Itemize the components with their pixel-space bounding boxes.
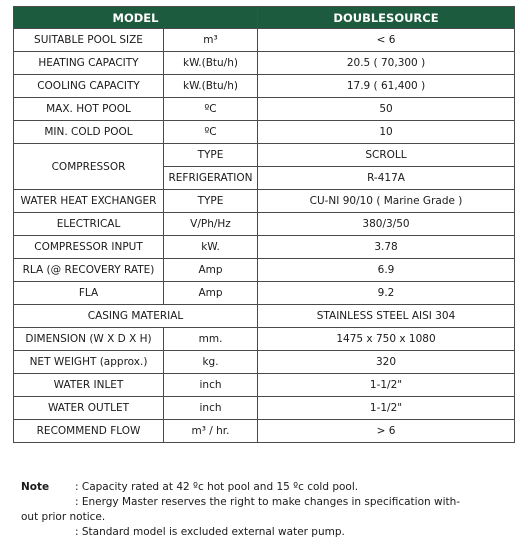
row-label: MIN. COLD POOL: [14, 121, 164, 144]
table-row: [14, 98, 515, 121]
row-label: WATER OUTLET: [14, 397, 164, 420]
table-row: [14, 52, 515, 75]
table-row: [14, 328, 515, 351]
header-product: DOUBLESOURCE: [258, 7, 515, 29]
row-value: > 6: [258, 420, 515, 443]
table-row: [14, 374, 515, 397]
note-text-1: : Capacity rated at 42 ºc hot pool and 15 ºc cold pool.: [75, 481, 359, 493]
row-label: ELECTRICAL: [14, 213, 164, 236]
row-value: 380/3/50: [258, 213, 515, 236]
table-row: [14, 259, 515, 282]
row-label: HEATING CAPACITY: [14, 52, 164, 75]
row-label: COOLING CAPACITY: [14, 75, 164, 98]
note-line: [21, 480, 511, 495]
row-label: MAX. HOT POOL: [14, 98, 164, 121]
row-label: WATER HEAT EXCHANGER: [14, 190, 164, 213]
row-unit: Amp: [164, 259, 258, 282]
row-value: 320: [258, 351, 515, 374]
row-unit: mm.: [164, 328, 258, 351]
row-value: 9.2: [258, 282, 515, 305]
table-header-row: [14, 7, 515, 29]
row-value: 6.9: [258, 259, 515, 282]
row-unit: TYPE: [164, 190, 258, 213]
row-value: 10: [258, 121, 515, 144]
row-value: 1475 x 750 x 1080: [258, 328, 515, 351]
table-row: [14, 397, 515, 420]
casing-label: CASING MATERIAL: [14, 305, 258, 328]
table-row: [14, 305, 515, 328]
row-unit: kW.(Btu/h): [164, 52, 258, 75]
note-text-2: : Energy Master reserves the right to make changes in specification with-: [75, 496, 461, 508]
row-value: 3.78: [258, 236, 515, 259]
compressor-refrigeration-unit: REFRIGERATION: [164, 167, 258, 190]
row-unit: kW.: [164, 236, 258, 259]
compressor-label: COMPRESSOR: [14, 144, 164, 190]
note-text-2-cont: out prior notice.: [21, 511, 106, 523]
row-unit: V/Ph/Hz: [164, 213, 258, 236]
row-unit: inch: [164, 374, 258, 397]
row-unit: ºC: [164, 121, 258, 144]
notes-section: [21, 480, 511, 540]
compressor-type-unit: TYPE: [164, 144, 258, 167]
note-spacer: [21, 525, 75, 540]
header-model: MODEL: [14, 7, 258, 29]
table-row: [14, 351, 515, 374]
row-value: < 6: [258, 29, 515, 52]
row-label: RLA (@ RECOVERY RATE): [14, 259, 164, 282]
table-row: [14, 29, 515, 52]
row-unit: ºC: [164, 98, 258, 121]
row-unit: kg.: [164, 351, 258, 374]
row-label: RECOMMEND FLOW: [14, 420, 164, 443]
row-label: WATER INLET: [14, 374, 164, 397]
spec-table: [13, 6, 515, 443]
row-value: 17.9 ( 61,400 ): [258, 75, 515, 98]
table-row: [14, 213, 515, 236]
row-value: 1-1/2": [258, 397, 515, 420]
table-row: [14, 282, 515, 305]
row-unit: m³: [164, 29, 258, 52]
row-label: DIMENSION (W X D X H): [14, 328, 164, 351]
note-spacer: [21, 495, 75, 510]
row-unit: Amp: [164, 282, 258, 305]
note-line-continued: [21, 510, 511, 525]
row-label: SUITABLE POOL SIZE: [14, 29, 164, 52]
row-unit: kW.(Btu/h): [164, 75, 258, 98]
note-line: [21, 525, 511, 540]
row-label: FLA: [14, 282, 164, 305]
table-row: [14, 190, 515, 213]
casing-value: STAINLESS STEEL AISI 304: [258, 305, 515, 328]
compressor-refrigeration-value: R-417A: [258, 167, 515, 190]
row-value: 50: [258, 98, 515, 121]
row-value: 20.5 ( 70,300 ): [258, 52, 515, 75]
row-value: CU-NI 90/10 ( Marine Grade ): [258, 190, 515, 213]
table-row: [14, 121, 515, 144]
row-unit: inch: [164, 397, 258, 420]
table-row: [14, 236, 515, 259]
note-line: [21, 495, 511, 510]
table-row: [14, 75, 515, 98]
row-unit: m³ / hr.: [164, 420, 258, 443]
table-row: [14, 144, 515, 167]
row-label: COMPRESSOR INPUT: [14, 236, 164, 259]
note-label: Note: [21, 481, 50, 493]
row-value: 1-1/2": [258, 374, 515, 397]
compressor-type-value: SCROLL: [258, 144, 515, 167]
row-label: NET WEIGHT (approx.): [14, 351, 164, 374]
note-text-3: : Standard model is excluded external water pump.: [75, 526, 345, 538]
table-row: [14, 420, 515, 443]
